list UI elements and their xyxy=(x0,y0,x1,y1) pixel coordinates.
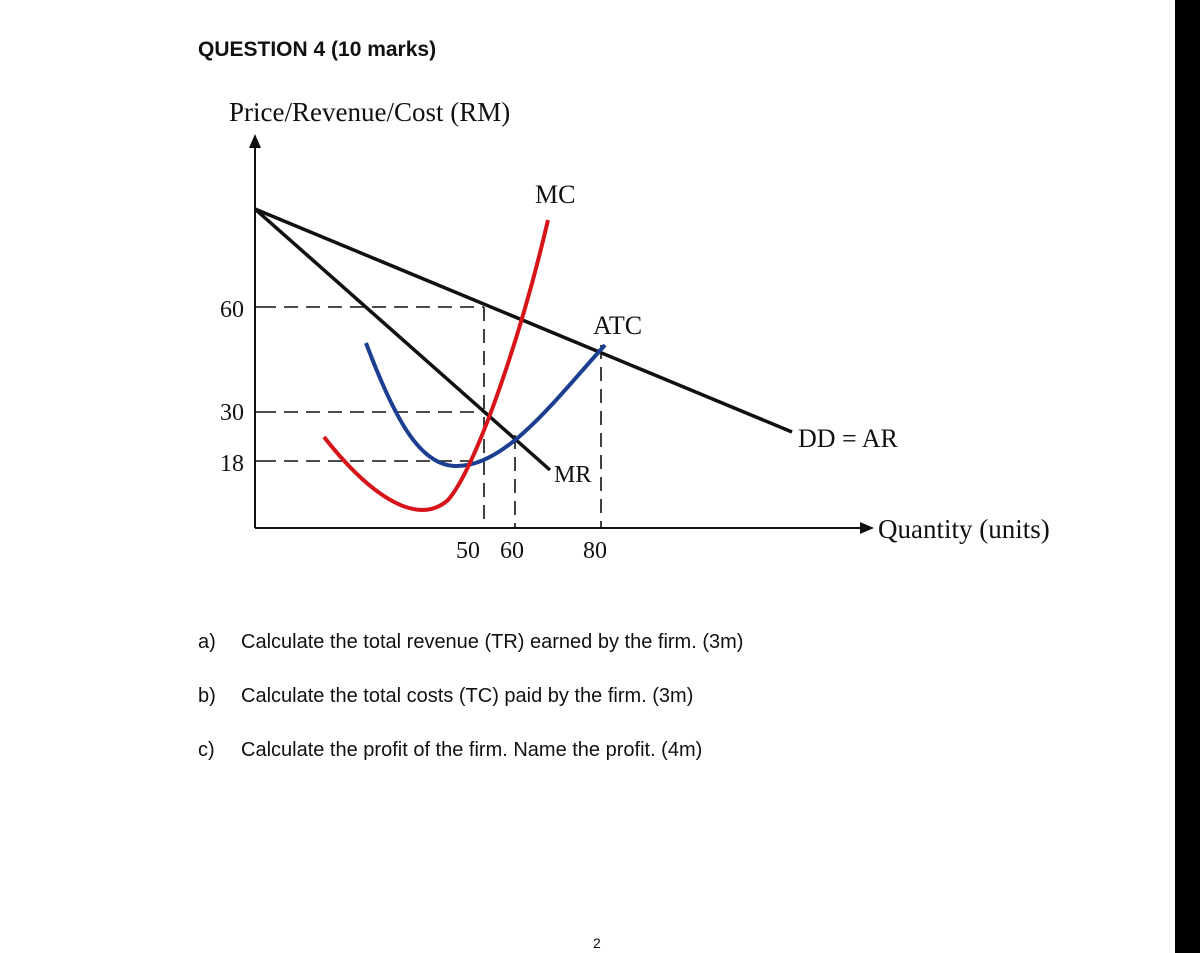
question-letter: b) xyxy=(198,685,216,707)
dashed-guides xyxy=(262,307,601,528)
atc-curve xyxy=(366,343,605,466)
marginal-revenue-line xyxy=(255,209,550,470)
x-tick-50: 50 xyxy=(456,538,480,564)
mr-label: MR xyxy=(554,462,592,488)
y-tick-18: 18 xyxy=(220,451,244,477)
y-tick-30: 30 xyxy=(220,400,244,426)
x-tick-60: 60 xyxy=(500,538,524,564)
page-number: 2 xyxy=(593,935,601,951)
question-title: QUESTION 4 (10 marks) xyxy=(198,38,437,61)
question-letter: c) xyxy=(198,739,215,761)
x-axis-arrow xyxy=(860,522,874,534)
dd-ar-label: DD = AR xyxy=(798,424,898,453)
question-text: Calculate the total revenue (TR) earned by the firm. (3m) xyxy=(241,631,744,653)
y-axis-label: Price/Revenue/Cost (RM) xyxy=(229,97,511,127)
y-tick-60: 60 xyxy=(220,297,244,323)
question-text: Calculate the profit of the firm. Name the profit. (4m) xyxy=(241,739,703,761)
mc-label: MC xyxy=(535,180,576,209)
atc-label: ATC xyxy=(593,311,643,340)
y-axis-arrow xyxy=(249,134,261,148)
x-tick-80: 80 xyxy=(583,538,607,564)
x-axis-label: Quantity (units) xyxy=(878,514,1050,544)
question-text: Calculate the total costs (TC) paid by the firm. (3m) xyxy=(241,685,694,707)
question-letter: a) xyxy=(198,631,216,653)
